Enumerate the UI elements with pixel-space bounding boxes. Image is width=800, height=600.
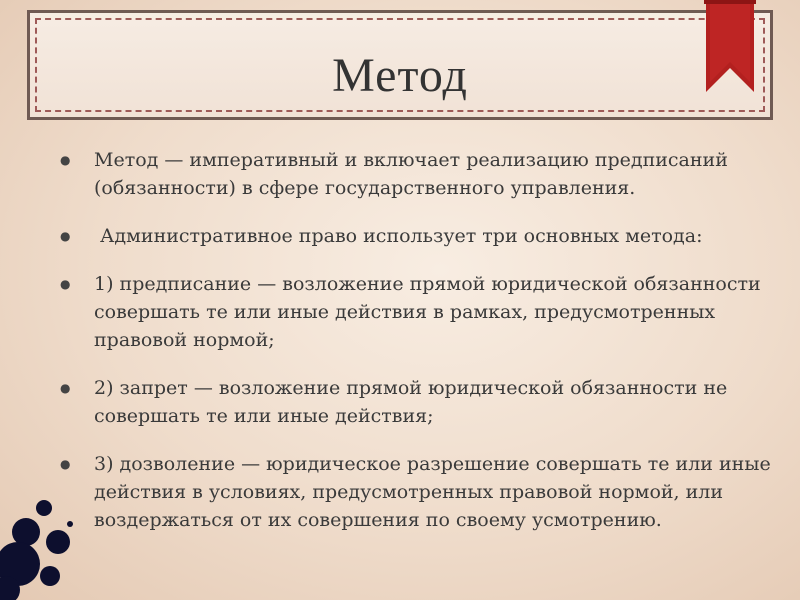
bullet-icon: ● bbox=[60, 277, 71, 291]
list-item bbox=[60, 270, 780, 354]
ink-splatter-icon bbox=[0, 480, 100, 600]
bullet-icon: ● bbox=[60, 153, 71, 167]
list-item bbox=[60, 222, 780, 250]
bullet-icon: ● bbox=[60, 457, 71, 471]
bookmark-ribbon-icon bbox=[704, 0, 756, 95]
bullet-text: 2) запрет — возложение прямой юридической обязанности не совершать те или иные действия; bbox=[94, 377, 728, 427]
bullet-icon: ● bbox=[60, 381, 71, 395]
slide-title: Метод bbox=[332, 49, 468, 102]
list-item bbox=[60, 146, 780, 202]
list-item bbox=[60, 450, 780, 534]
bullet-text: 1) предписание — возложение прямой юридической обязанности совершать те или иные действия в рамках, предусмотренных правовой нормой; bbox=[94, 273, 761, 351]
bullet-icon: ● bbox=[60, 229, 71, 243]
list-item bbox=[60, 374, 780, 430]
bullet-text: 3) дозволение — юридическое разрешение совершать те или иные действия в условиях, предусмотренных правовой нормой, или воздержаться от их совершения по своему усмотрению. bbox=[94, 453, 771, 531]
bullet-list bbox=[60, 146, 780, 554]
bullet-text: Метод — императивный и включает реализацию предписаний (обязанности) в сфере государственного управления. bbox=[94, 149, 728, 199]
title-box bbox=[27, 10, 773, 120]
bullet-text: Административное право использует три основных метода: bbox=[94, 225, 703, 247]
